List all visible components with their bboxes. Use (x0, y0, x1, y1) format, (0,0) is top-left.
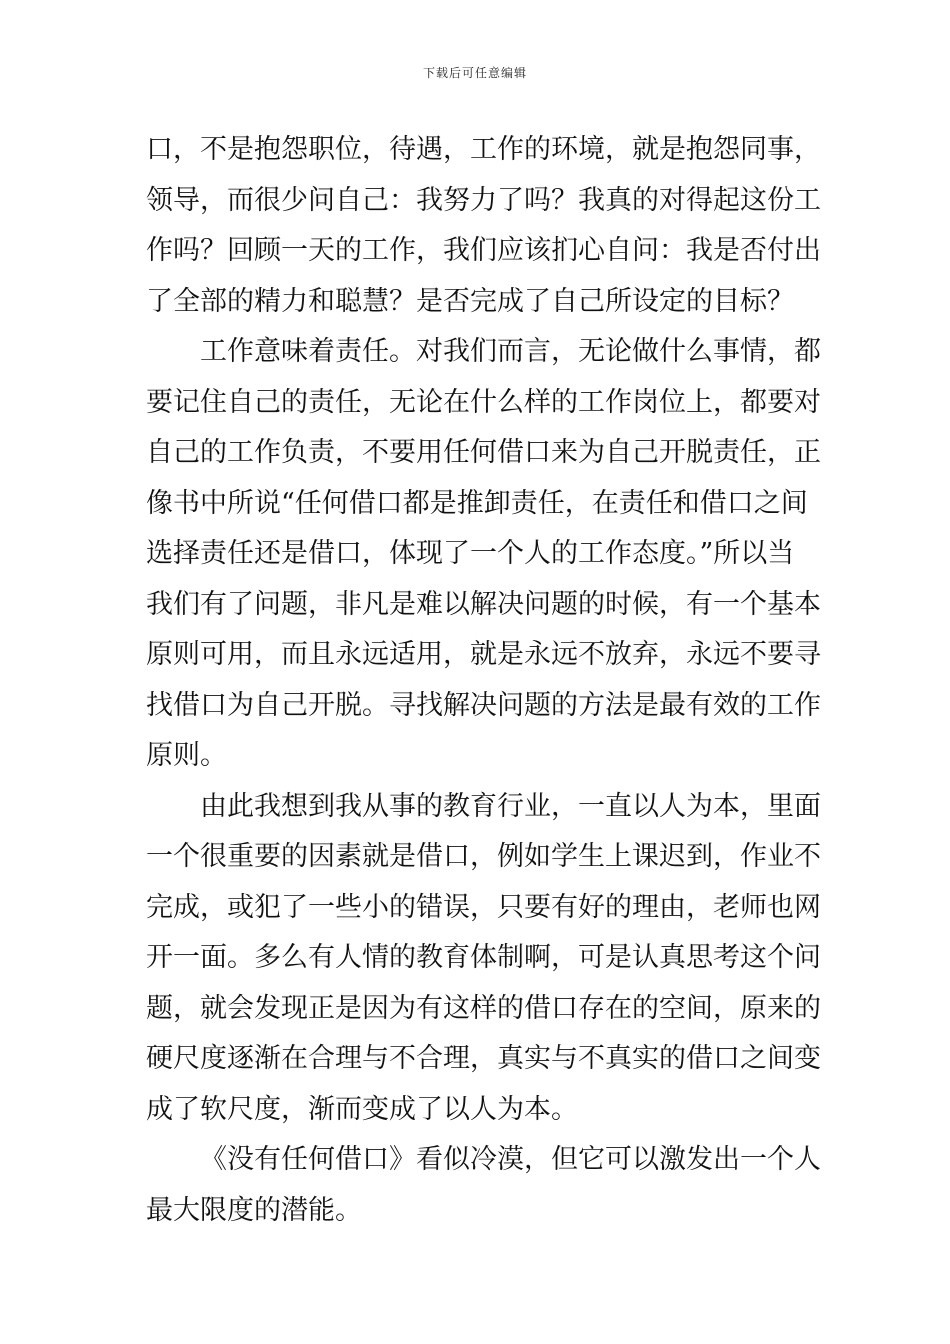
text-line: 《没有任何借口》看似冷漠，但它可以激发出一个人 (200, 1144, 821, 1175)
text-line: 找借口为自己开脱。寻找解决问题的方法是最有效的工作 (146, 689, 821, 721)
text-line: 一个很重要的因素就是借口，例如学生上课迟到，作业不 (146, 841, 821, 872)
text-line: 像书中所说“任何借口都是推卸责任，在责任和借口之间 (146, 487, 808, 519)
text-line: 了全部的精力和聪慧？是否完成了自己所设定的目标？ (146, 285, 794, 317)
text-line: 最大限度的潜能。 (146, 1194, 362, 1226)
text-line: 口，不是抱怨职位，待遇，工作的环境，就是抱怨同事， (146, 134, 821, 165)
text-line: 原则。 (146, 740, 227, 771)
text-line: 我们有了问题，非凡是难以解决问题的时候，有一个基本 (146, 588, 821, 620)
text-line: 自己的工作负责，不要用任何借口来为自己开脱责任，正 (146, 437, 821, 468)
text-line: 作吗？回顾一天的工作，我们应该扪心自问：我是否付出 (146, 235, 821, 266)
text-line: 开一面。多么有人情的教育体制啊，可是认真思考这个问 (146, 942, 821, 973)
text-line: 领导，而很少问自己：我努力了吗？我真的对得起这份工 (146, 184, 821, 216)
text-line: 要记住自己的责任，无论在什么样的工作岗位上，都要对 (146, 386, 821, 418)
text-line: 工作意味着责任。对我们而言，无论做什么事情，都 (200, 336, 821, 367)
text-line: 选择责任还是借口，体现了一个人的工作态度。”所以当 (146, 538, 795, 569)
paragraph-1 (146, 125, 821, 327)
text-line: 完成，或犯了一些小的错误，只要有好的理由，老师也网 (146, 891, 821, 923)
text-line: 原则可用，而且永远适用，就是永远不放弃，永远不要寻 (146, 639, 821, 670)
text-line: 硬尺度逐渐在合理与不合理，真实与不真实的借口之间变 (146, 1043, 821, 1074)
page-header: 下载后可任意编辑 (422, 66, 527, 80)
text-line: 由此我想到我从事的教育行业，一直以人为本，里面 (200, 790, 821, 822)
paragraph-3 (146, 782, 821, 1136)
paragraph-4 (146, 1135, 821, 1236)
document-body (146, 125, 821, 1236)
paragraph-2 (146, 327, 821, 782)
text-line: 题，就会发现正是因为有这样的借口存在的空间，原来的 (146, 992, 821, 1024)
text-line: 成了软尺度，渐而变成了以人为本。 (146, 1093, 578, 1125)
